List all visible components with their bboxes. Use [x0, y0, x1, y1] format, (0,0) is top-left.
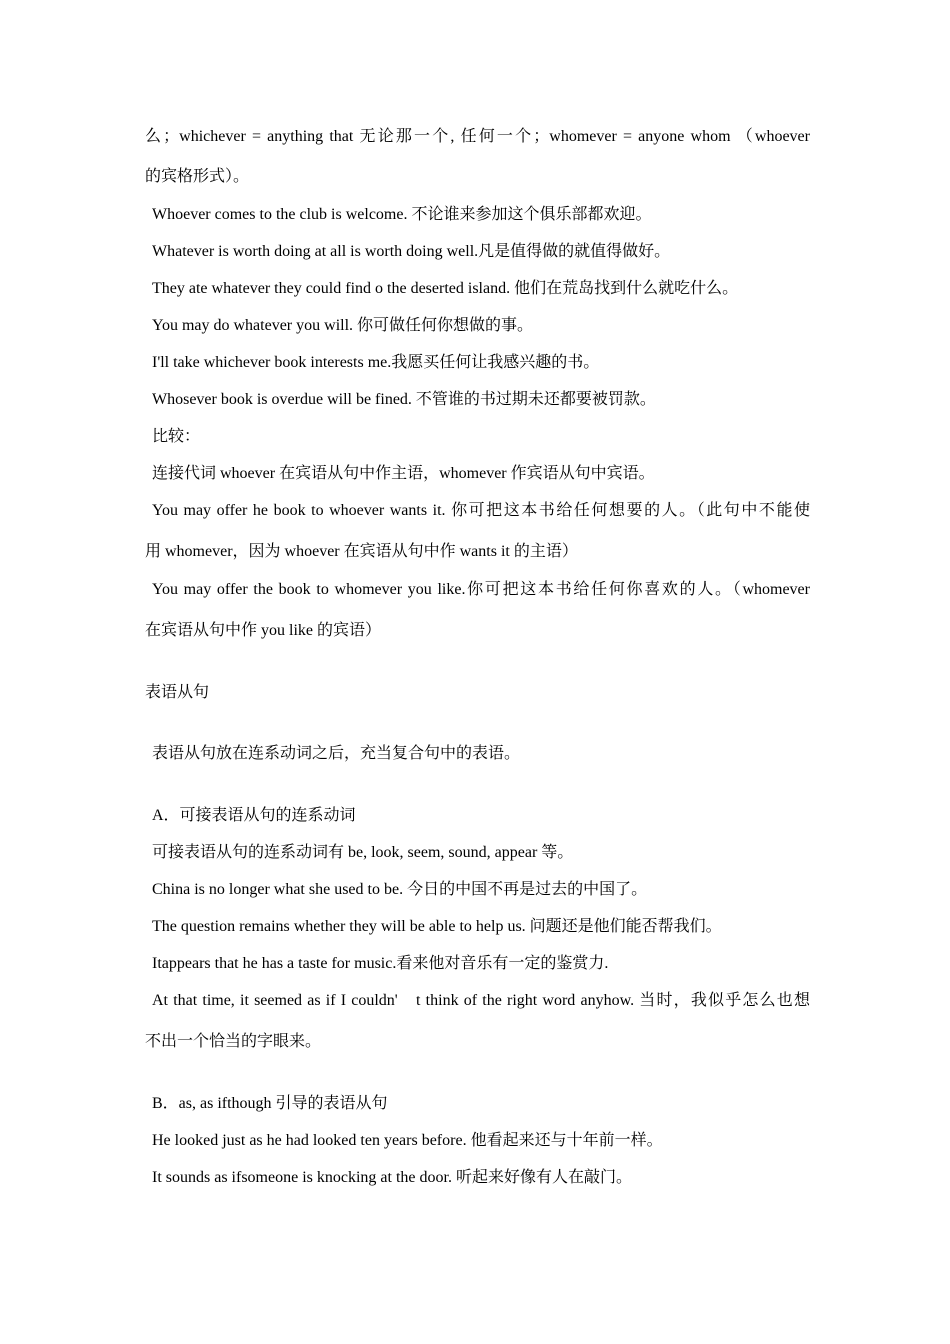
text-line: You may offer he book to whoever wants it. 你可把这本书给任何想要的人。（此句中不能使: [152, 502, 810, 519]
text-line: 表语从句放在连系动词之后，充当复合句中的表语。: [152, 745, 521, 762]
text-line: Whatever is worth doing at all is worth doing well.凡是值得做的就值得做好。: [152, 243, 671, 260]
text-line: You may offer the book to whomever you like.你可把这本书给任何你喜欢的人。（whomever: [152, 581, 810, 598]
text-line: Itappears that he has a taste for music.看来他对音乐有一定的鉴赏力.: [152, 955, 609, 972]
text-line: At that time, it seemed as if I couldn' t think of the right word anyhow. 当时，我似乎怎么也想: [152, 992, 810, 1009]
text-line: 可接表语从句的连系动词有 be, look, seem, sound, appear 等。: [152, 844, 574, 861]
text-line: He looked just as he had looked ten years before. 他看起来还与十年前一样。: [152, 1132, 663, 1149]
text-line: It sounds as ifsomeone is knocking at the door. 听起来好像有人在敲门。: [152, 1169, 632, 1186]
text-line: I'll take whichever book interests me.我愿买任何让我感兴趣的书。: [152, 354, 600, 371]
text-line: 连接代词 whoever 在宾语从句中作主语，whomever 作宾语从句中宾语。: [152, 465, 655, 482]
text-line: 用 whomever，因为 whoever 在宾语从句中作 wants it 的主语）: [145, 543, 578, 560]
text-line: China is no longer what she used to be. 今日的中国不再是过去的中国了。: [152, 881, 648, 898]
subsection-heading: B．as, as ifthough 引导的表语从句: [152, 1095, 388, 1112]
text-line: 么；whichever = anything that 无论那一个, 任何一个；whomever = anyone whom （whoever: [145, 128, 810, 145]
text-line: Whoever comes to the club is welcome. 不论谁来参加这个俱乐部都欢迎。: [152, 206, 652, 223]
text-line: The question remains whether they will be able to help us. 问题还是他们能否帮我们。: [152, 918, 722, 935]
subsection-heading: A．可接表语从句的连系动词: [152, 807, 356, 824]
text-line: You may do whatever you will. 你可做任何你想做的事。: [152, 317, 534, 334]
text-line: 的宾格形式）。: [145, 168, 250, 185]
section-heading: 表语从句: [145, 684, 210, 701]
text-line: 比较：: [152, 428, 201, 445]
text-line: 不出一个恰当的字眼来。: [145, 1033, 322, 1050]
text-line: They ate whatever they could find o the deserted island. 他们在荒岛找到什么就吃什么。: [152, 280, 739, 297]
text-line: Whosever book is overdue will be fined. 不管谁的书过期未还都要被罚款。: [152, 391, 656, 408]
text-line: 在宾语从句中作 you like 的宾语）: [145, 622, 381, 639]
